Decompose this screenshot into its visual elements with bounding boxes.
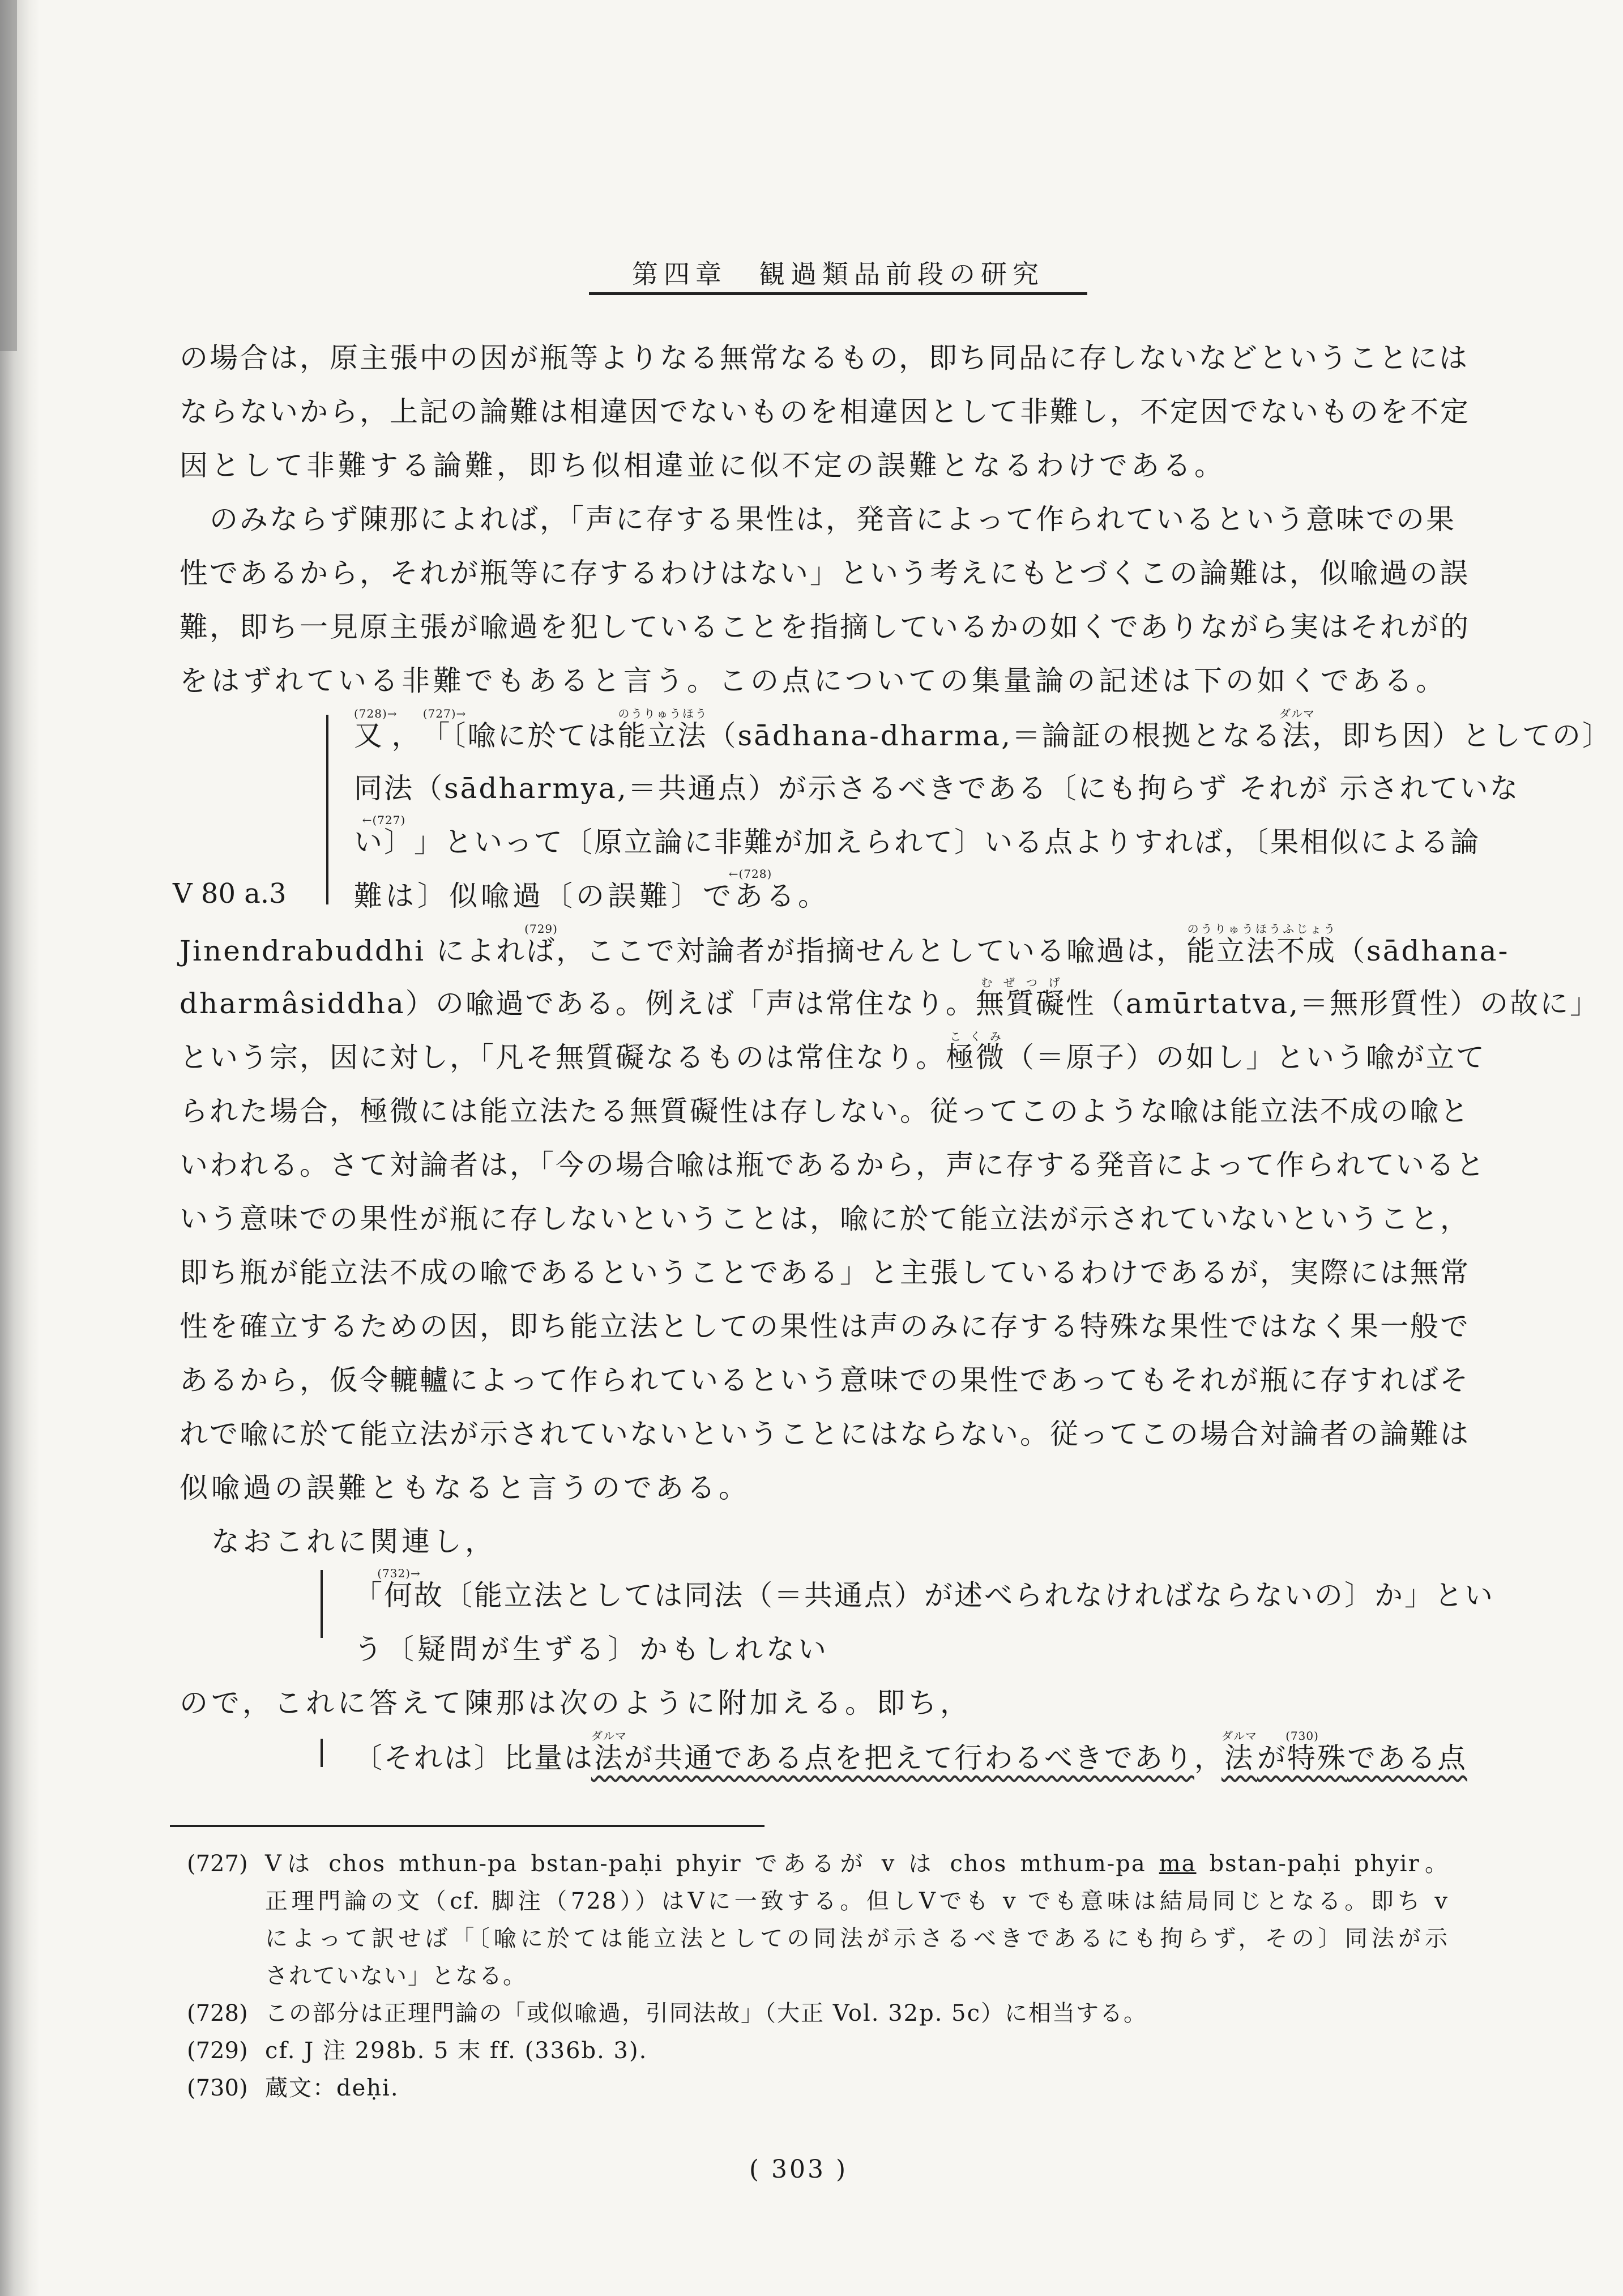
text-run: 〔それは〕比量は: [354, 1742, 594, 1774]
body-line: [180, 976, 1600, 1031]
body-line: [180, 1084, 1470, 1138]
body-line: [180, 1245, 1470, 1300]
text-run: なおこれに関連し，: [180, 1525, 497, 1558]
ruby-annotation: (727)→: [421, 707, 468, 720]
ruby-annotated-text: [975, 976, 1066, 1020]
body-line: [180, 331, 1469, 385]
ruby-annotation: ←(727): [354, 813, 414, 827]
text-run: ，: [391, 719, 422, 752]
body-line: [180, 385, 1470, 439]
text-run: 難，即ち一見原主張が喩過を犯していることを指摘しているかの如くでありながら実はそれが的: [180, 611, 1470, 643]
text-run: ma: [1159, 1851, 1197, 1877]
text-run: Jinendrabuddhi によれ: [180, 934, 527, 967]
footnote-line: [265, 2032, 1449, 2069]
footnote-rule: [170, 1825, 764, 1827]
margin-reference: V 80 a.3: [173, 878, 287, 910]
body-line: [180, 1299, 1470, 1354]
body-line: [180, 1030, 1486, 1085]
quote-bar: [326, 715, 328, 904]
text-run: （sādhana-dharma,＝論証の根拠となる: [707, 719, 1282, 752]
footnote-number: (729): [187, 2038, 248, 2064]
ruby-annotation: ←(728): [703, 867, 798, 881]
text-run: Vは chos mthun-pa bstan-paḥi phyir であるが v は chos mthum-pa: [265, 1851, 1159, 1877]
ruby-annotated-text: [591, 1729, 627, 1774]
text-run: 難は〕似喩過〔の誤難〕: [354, 880, 703, 912]
body-line: [180, 438, 1447, 493]
quoted-line: [354, 869, 1447, 923]
text-run: という宗，因に対し，「凡そ無質礙なるものは常住なり。: [180, 1041, 946, 1074]
handwritten-underline: [624, 1742, 1194, 1774]
ruby-annotated-text: [421, 707, 468, 752]
ruby-base: 法: [1279, 719, 1315, 752]
ruby-base: い〕: [354, 826, 414, 859]
text-run: が共通である点を把えて行わるべきであり: [624, 1742, 1194, 1774]
text-run: 喩に於ては: [467, 719, 618, 752]
ruby-base: 能立法不成: [1186, 934, 1337, 967]
text-run: この部分は正理門論の「或似喩過，引同法故」（大正 Vol. 32p. 5c）に相当する。: [265, 2000, 1148, 2026]
text-run: bstan-paḥi phyir。: [1196, 1851, 1449, 1877]
text-run: をはずれている非難でもあると言う。この点についての集量論の記述は下の如くである。: [180, 664, 1447, 697]
body-line: [180, 492, 1456, 547]
quote-bar: [321, 1570, 323, 1638]
text-run: 同法（sādharmya,＝共通点）が示さるべきである〔にも拘らず それが 示されていな: [354, 772, 1520, 805]
footnote-number: (727): [187, 1851, 248, 1877]
footnote-number: (728): [187, 2000, 248, 2026]
body-line: [180, 654, 1447, 708]
body-line: [180, 1192, 1470, 1246]
text-run: 因として非難する論難，即ち似相違並に似不定の誤難となるわけである。: [180, 449, 1226, 482]
quoted-line: [354, 1622, 1447, 1676]
text-run: う〔疑問が生ずる〕かもしれない: [354, 1633, 830, 1666]
text-run: によって訳せば「〔喩に於ては能立法としての同法が示さるべきであるにも拘らず，その〕同法が示: [265, 1926, 1449, 1952]
ruby-base: 能立法: [617, 719, 708, 752]
text-run: されていない」となる。: [265, 1963, 527, 1989]
text-run: 似喩過の誤難ともなると言うのである。: [180, 1471, 750, 1504]
handwritten-underline: [1257, 1729, 1347, 1774]
footnote-line: [265, 2069, 1449, 2107]
ruby-annotated-text: [524, 922, 558, 967]
handwritten-underline: [1221, 1729, 1257, 1774]
footnote-line: [265, 1845, 1449, 1883]
text-run: 。: [798, 880, 830, 912]
body-line: [180, 546, 1470, 600]
ruby-annotated-text: [1279, 707, 1315, 752]
body-line: [180, 600, 1470, 654]
text-run: 性（amūrtatva,＝無形質性）の故に」: [1065, 987, 1600, 1020]
ruby-base: が特殊: [1257, 1742, 1347, 1774]
text-run: の場合は，原主張中の因が瓶等よりなる無常なるもの，即ち同品に存しないなどということには: [180, 342, 1469, 374]
ruby-base: 法: [591, 1742, 627, 1774]
ruby-base: ば: [524, 934, 558, 967]
quoted-line: [354, 761, 1520, 816]
ruby-annotated-text: [1186, 922, 1337, 967]
text-run: いわれる。さて対論者は，「今の場合喩は瓶であるから，声に存する発音によって作られていると: [180, 1149, 1486, 1181]
footnote-line: [265, 1957, 1449, 1995]
ruby-annotation: こくみ: [946, 1030, 1006, 1043]
text-run: cf. J 注 298b. 5 末 ff. (336b. 3).: [265, 2038, 648, 2064]
text-run: られた場合，極微には能立法たる無質礙性は存しない。従ってこのような喩は能立法不成の喩と: [180, 1095, 1470, 1128]
body-line: [180, 1353, 1470, 1407]
ruby-annotated-text: [354, 707, 398, 752]
text-run: 性を確立するための因，即ち能立法としての果性は声のみに存する特殊な果性ではなく果一般で: [180, 1310, 1470, 1343]
ruby-annotated-text: [946, 1030, 1006, 1074]
body-line: [180, 1138, 1486, 1192]
text-run: である点: [1347, 1742, 1467, 1774]
ruby-annotation: むぜつげ: [975, 976, 1066, 989]
ruby-base: 「何故: [354, 1579, 444, 1612]
text-run: 性であるから，それが瓶等に存するわけはない」という考えにもとづくこの論難は，似喩過の誤: [180, 557, 1470, 590]
ruby-annotated-text: [354, 813, 414, 859]
footnote-line: [265, 1883, 1449, 1920]
quoted-line: [354, 707, 1612, 762]
text-run: ならないから，上記の論難は相違因でないものを相違因として非難し，不定因でないものを不定: [180, 395, 1470, 428]
text-run: 蔵文：deḥi.: [265, 2075, 399, 2101]
ruby-annotated-text: [1221, 1729, 1257, 1774]
text-run: のみならず陳那によれば，「声に存する果性は，発音によって作られているという意味での果: [180, 503, 1456, 536]
ruby-annotated-text: [703, 867, 798, 912]
body-line: [180, 1514, 1447, 1569]
ruby-annotation: のうりゅうほうふじょう: [1186, 922, 1337, 936]
ruby-base: 法: [1221, 1742, 1257, 1774]
ruby-base: 極微: [946, 1041, 1006, 1074]
handwritten-underline: [591, 1729, 627, 1774]
text-run: ，: [1194, 1742, 1224, 1774]
text-run: （＝原子）の如し」という喩が立て: [1006, 1041, 1486, 1074]
page-number: ( 303 ): [749, 2155, 848, 2184]
text-run: あるから，仮令轆轤によって作られているという意味での果性であってもそれが瓶に存すればそ: [180, 1364, 1470, 1397]
text-run: （sādhana-: [1336, 934, 1510, 967]
text-run: れで喩に於て能立法が示されていないということにはならない。従ってこの場合対論者の論難は: [180, 1418, 1470, 1450]
footnote-number: (730): [187, 2075, 248, 2101]
text-run: 即ち瓶が能立法不成の喩であるということである」と主張しているわけであるが，実際には無常: [180, 1256, 1470, 1289]
text-run: ので，これに答えて陳那は次のように附加える。即ち，: [180, 1687, 972, 1719]
scan-edge-shadow: [0, 0, 17, 351]
ruby-annotation: ダルマ: [1279, 707, 1315, 720]
footnote-line: [265, 1920, 1449, 1957]
ruby-annotated-text: [617, 707, 708, 752]
text-run: 正理門論の文（cf. 脚注（728））はVに一致する。但しVでも v でも意味は結局同じとなる。即ち v: [265, 1888, 1449, 1914]
underlined-text: [1159, 1851, 1197, 1877]
ruby-annotation: (732)→: [354, 1567, 444, 1580]
ruby-annotation: ダルマ: [1221, 1729, 1257, 1743]
ruby-base: である: [703, 880, 798, 912]
text-run: ，即ち因）としての〕: [1312, 719, 1612, 752]
ruby-annotation: (728)→: [354, 707, 398, 720]
text-run: いう意味での果性が瓶に存しないということは，喩に於て能立法が示されていないということ，: [180, 1202, 1470, 1235]
ruby-annotation: (729): [524, 922, 558, 936]
ruby-annotated-text: [1257, 1729, 1347, 1774]
quote-bar: [321, 1739, 323, 1767]
body-line: [180, 1461, 1447, 1515]
ruby-base: 「〔: [421, 719, 468, 752]
body-line: [180, 922, 1510, 977]
quoted-line: [354, 1729, 1467, 1784]
handwritten-underline: [1347, 1742, 1467, 1774]
ruby-annotation: のうりゅうほう: [617, 707, 708, 720]
header-rule: [589, 292, 1087, 295]
running-header: 第四章 観過類品前段の研究: [632, 259, 1044, 289]
ruby-annotation: ダルマ: [591, 1729, 627, 1743]
text-run: ，ここで対論者が指摘せんとしている喩過は，: [556, 934, 1187, 967]
quoted-line: [354, 813, 1480, 869]
ruby-annotated-text: [354, 1567, 444, 1612]
text-run: dharmâsiddha）の喩過である。例えば「声は常住なり。: [180, 987, 976, 1020]
footnote-line: [265, 1995, 1449, 2032]
text-run: 〔能立法としては同法（＝共通点）が述べられなければならないの〕か」とい: [444, 1579, 1494, 1612]
body-line: [180, 1676, 1447, 1730]
text-run: 」といって〔原立論に非難が加えられて〕いる点よりすれば，〔果相似による論: [414, 826, 1480, 859]
ruby-annotation: (730): [1257, 1729, 1347, 1743]
quoted-line: [354, 1567, 1494, 1623]
ruby-base: 又: [354, 719, 398, 752]
ruby-base: 無質礙: [975, 987, 1066, 1020]
body-line: [180, 1407, 1470, 1461]
